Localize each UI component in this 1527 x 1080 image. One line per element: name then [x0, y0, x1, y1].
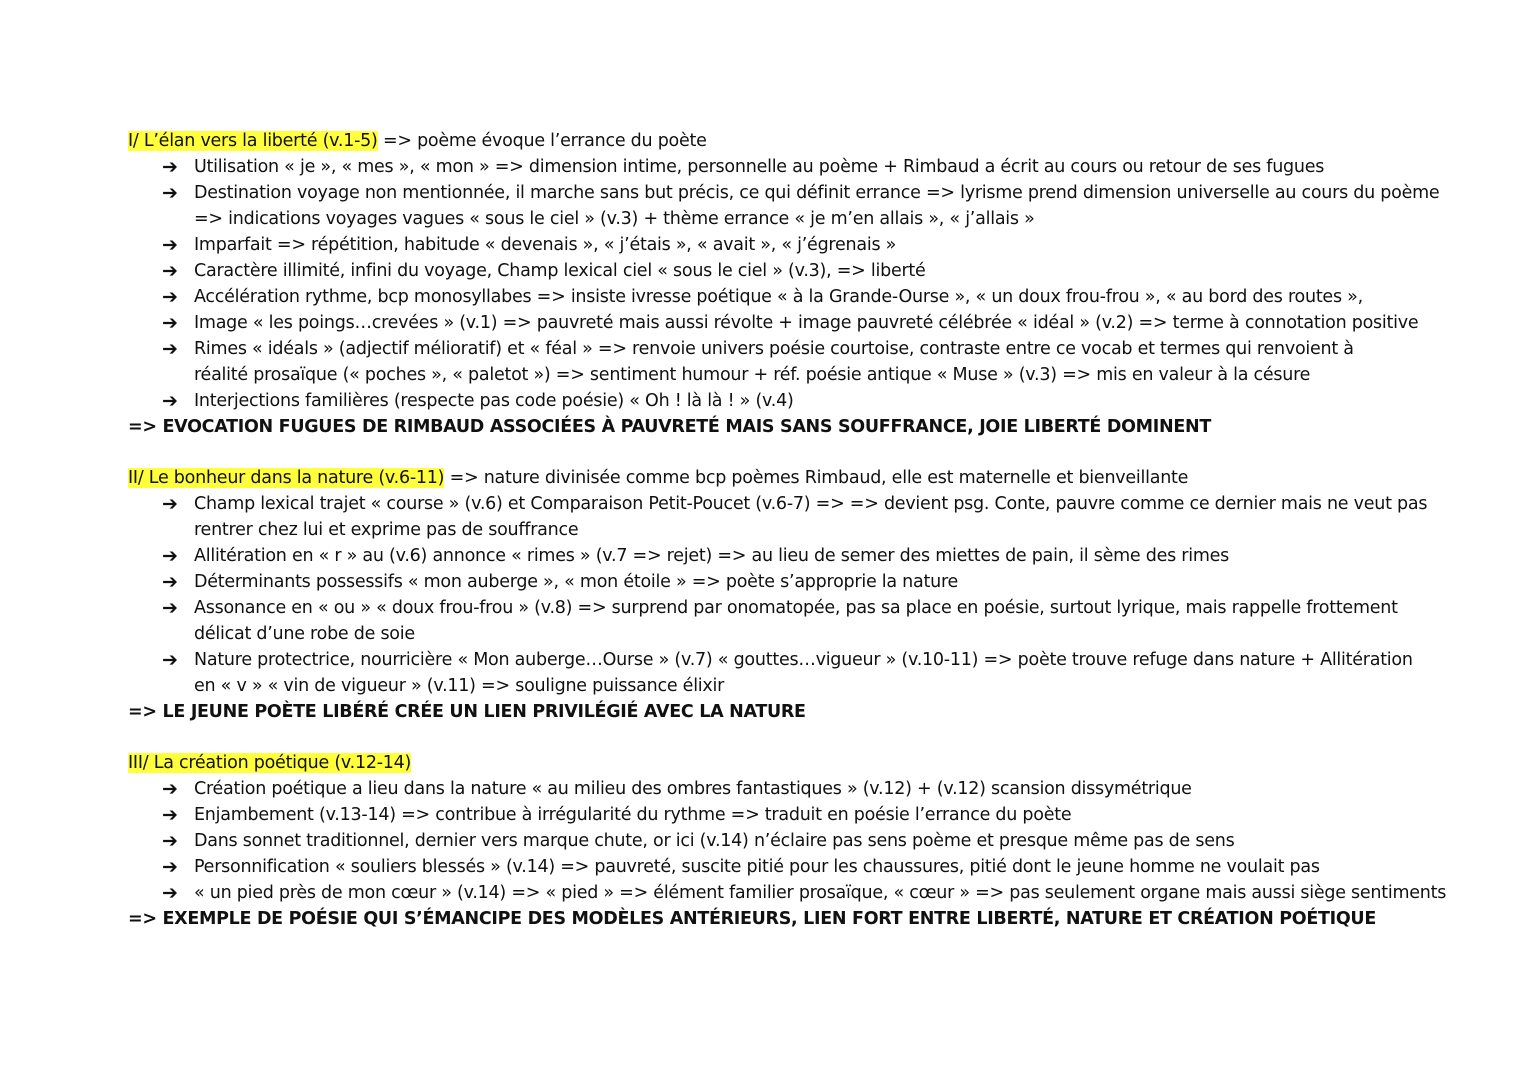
list-item — [128, 258, 1498, 284]
list-item-text: => indications voyages vagues « sous le ciel » (v.3) + thème errance « je m’en allais », « j’allais » — [194, 209, 1035, 229]
section-2 — [128, 465, 1498, 725]
list-item-text: Accélération rythme, bcp monosyllabes => insiste ivresse poétique « à la Grande-Ourse », « un doux frou-frou », « au bord des routes », — [194, 287, 1363, 307]
arrow-right-icon: ➔ — [162, 545, 178, 567]
list-item — [128, 491, 1498, 543]
notes-page — [128, 128, 1498, 932]
list-item-text: Nature protectrice, nourricière « Mon auberge…Ourse » (v.7) « gouttes…vigueur » (v.10-11) => poète trouve refuge dans nature + Allitération — [194, 650, 1413, 670]
list-item — [128, 180, 1498, 232]
section-heading-line — [128, 128, 1498, 154]
list-item — [128, 595, 1498, 647]
list-item-text: Création poétique a lieu dans la nature « au milieu des ombres fantastiques » (v.12) + (v.12) scansion dissymétrique — [194, 779, 1192, 799]
list-item-text: délicat d’une robe de soie — [194, 624, 415, 644]
bullet-list — [128, 491, 1498, 699]
list-item-text: Personnification « souliers blessés » (v.14) => pauvreté, suscite pitié pour les chaussures, pitié dont le jeune homme ne voulait pas — [194, 857, 1320, 877]
section-1 — [128, 128, 1498, 440]
arrow-right-icon: ➔ — [162, 830, 178, 852]
bullet-list — [128, 154, 1498, 414]
list-item-text: Imparfait => répétition, habitude « devenais », « j’étais », « avait », « j’égrenais » — [194, 235, 897, 255]
arrow-right-icon: ➔ — [162, 649, 178, 671]
list-item-text: rentrer chez lui et exprime pas de souffrance — [194, 520, 579, 540]
section-summary: => poème évoque l’errance du poète — [377, 131, 707, 151]
section-title: I/ L’élan vers la liberté (v.1-5) — [128, 131, 378, 151]
list-item-text: Image « les poings…crevées » (v.1) => pauvreté mais aussi révolte + image pauvreté célébrée « idéal » (v.2) => terme à connotation positive — [194, 313, 1419, 333]
bullet-list — [128, 776, 1498, 906]
list-item-text: Interjections familières (respecte pas code poésie) « Oh ! là là ! » (v.4) — [194, 391, 794, 411]
arrow-right-icon: ➔ — [162, 260, 178, 282]
section-heading-line — [128, 465, 1498, 491]
arrow-right-icon: ➔ — [162, 286, 178, 308]
section-3 — [128, 750, 1498, 932]
arrow-right-icon: ➔ — [162, 493, 178, 515]
list-item — [128, 828, 1498, 854]
arrow-right-icon: ➔ — [162, 338, 178, 360]
list-item-text: Déterminants possessifs « mon auberge », « mon étoile » => poète s’approprie la nature — [194, 572, 959, 592]
list-item — [128, 388, 1498, 414]
list-item-text: Utilisation « je », « mes », « mon » => dimension intime, personnelle au poème + Rimbaud a écrit au cours ou retour de ses fugues — [194, 157, 1325, 177]
list-item-text: Champ lexical trajet « course » (v.6) et Comparaison Petit-Poucet (v.6-7) => => devient psg. Conte, pauvre comme ce dernier mais ne veut pas — [194, 494, 1428, 514]
list-item — [128, 232, 1498, 258]
arrow-right-icon: ➔ — [162, 856, 178, 878]
arrow-right-icon: ➔ — [162, 804, 178, 826]
arrow-right-icon: ➔ — [162, 182, 178, 204]
list-item — [128, 310, 1498, 336]
section-conclusion: => EVOCATION FUGUES DE RIMBAUD ASSOCIÉES À PAUVRETÉ MAIS SANS SOUFFRANCE, JOIE LIBERTÉ DOMINENT — [128, 417, 1211, 437]
section-conclusion: => LE JEUNE POÈTE LIBÉRÉ CRÉE UN LIEN PRIVILÉGIÉ AVEC LA NATURE — [128, 702, 806, 722]
list-item-text: Enjambement (v.13-14) => contribue à irrégularité du rythme => traduit en poésie l’errance du poète — [194, 805, 1072, 825]
arrow-right-icon: ➔ — [162, 778, 178, 800]
list-item — [128, 854, 1498, 880]
list-item — [128, 880, 1498, 906]
list-item-text: Caractère illimité, infini du voyage, Champ lexical ciel « sous le ciel » (v.3), => liberté — [194, 261, 926, 281]
section-conclusion: => EXEMPLE DE POÉSIE QUI S’ÉMANCIPE DES MODÈLES ANTÉRIEURS, LIEN FORT ENTRE LIBERTÉ, NATURE ET CRÉATION POÉTIQUE — [128, 909, 1376, 929]
section-title: II/ Le bonheur dans la nature (v.6-11) — [128, 468, 445, 488]
arrow-right-icon: ➔ — [162, 571, 178, 593]
arrow-right-icon: ➔ — [162, 597, 178, 619]
list-item-text: Rimes « idéals » (adjectif mélioratif) et « féal » => renvoie univers poésie courtoise, contraste entre ce vocab et termes qui renvoient à — [194, 339, 1354, 359]
arrow-right-icon: ➔ — [162, 234, 178, 256]
list-item — [128, 154, 1498, 180]
list-item — [128, 336, 1498, 388]
arrow-right-icon: ➔ — [162, 312, 178, 334]
arrow-right-icon: ➔ — [162, 156, 178, 178]
list-item — [128, 543, 1498, 569]
list-item — [128, 802, 1498, 828]
list-item — [128, 776, 1498, 802]
arrow-right-icon: ➔ — [162, 882, 178, 904]
list-item — [128, 284, 1498, 310]
section-title: III/ La création poétique (v.12-14) — [128, 753, 412, 773]
list-item-text: « un pied près de mon cœur » (v.14) => « pied » => élément familier prosaïque, « cœur » => pas seulement organe mais aussi siège sentiments — [194, 883, 1447, 903]
list-item-text: Allitération en « r » au (v.6) annonce « rimes » (v.7 => rejet) => au lieu de semer des miettes de pain, il sème des rimes — [194, 546, 1230, 566]
list-item-text: en « v » « vin de vigueur » (v.11) => souligne puissance élixir — [194, 676, 725, 696]
list-item-text: Dans sonnet traditionnel, dernier vers marque chute, or ici (v.14) n’éclaire pas sens poème et presque même pas de sens — [194, 831, 1235, 851]
list-item-text: Destination voyage non mentionnée, il marche sans but précis, ce qui définit errance => lyrisme prend dimension universelle au cours du poème — [194, 183, 1440, 203]
list-item-text: réalité prosaïque (« poches », « paletot ») => sentiment humour + réf. poésie antique « Muse » (v.3) => mis en valeur à la césure — [194, 365, 1311, 385]
list-item-text: Assonance en « ou » « doux frou-frou » (v.8) => surprend par onomatopée, pas sa place en poésie, surtout lyrique, mais rappelle frottement — [194, 598, 1398, 618]
list-item — [128, 647, 1498, 699]
arrow-right-icon: ➔ — [162, 390, 178, 412]
list-item — [128, 569, 1498, 595]
section-heading-line — [128, 750, 1498, 776]
section-summary: => nature divinisée comme bcp poèmes Rimbaud, elle est maternelle et bienveillante — [444, 468, 1189, 488]
